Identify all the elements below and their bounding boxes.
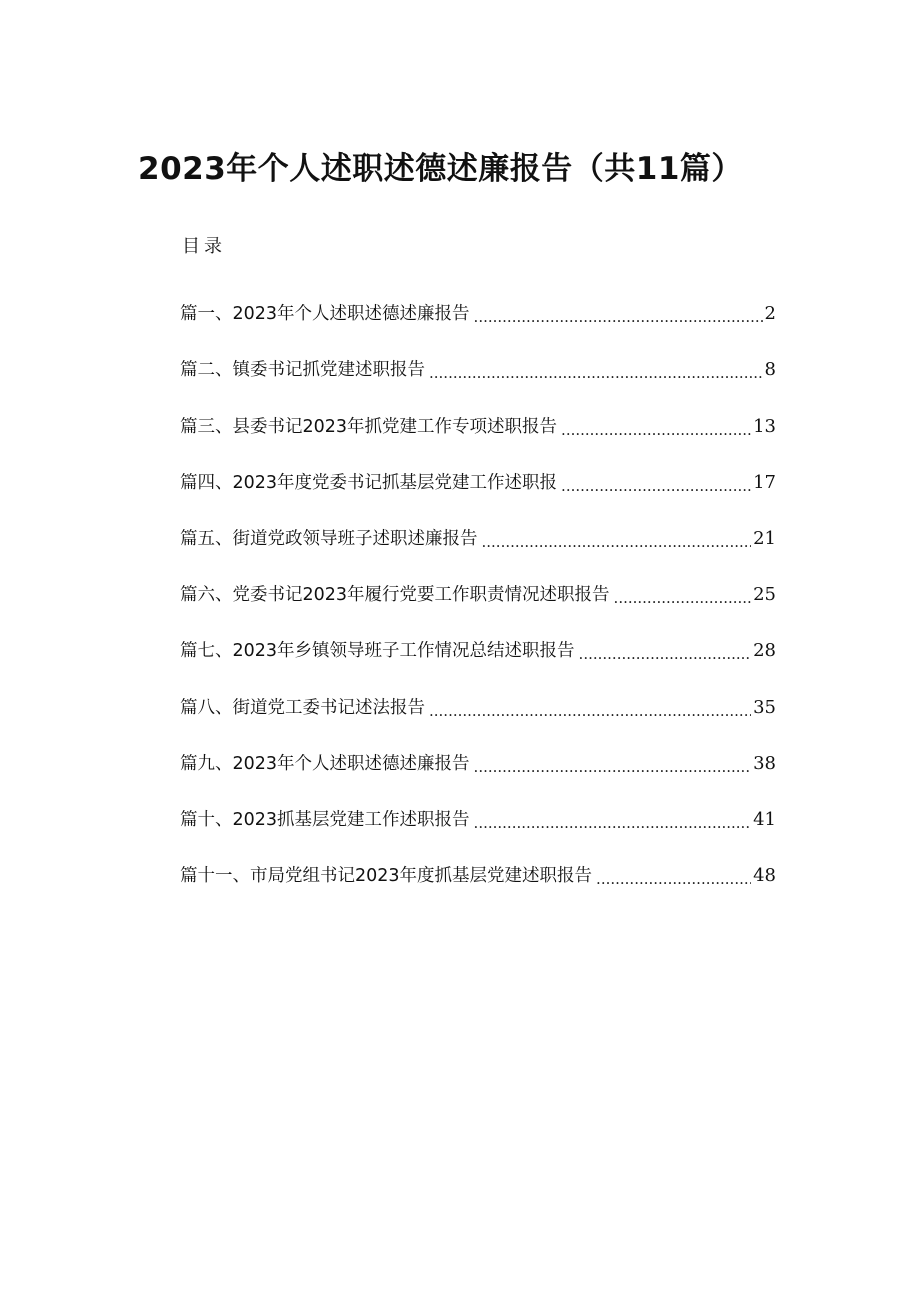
toc-leader-dots [474,306,763,328]
toc-entry-page: 21 [753,527,776,549]
toc-entry-page: 17 [753,471,776,493]
toc-heading: 目录 [182,236,226,257]
toc-entry-page: 41 [753,808,776,830]
toc-leader-dots [474,812,752,834]
toc-entry-page: 38 [753,752,776,774]
toc-entry-title: 篇七、2023年乡镇领导班子工作情况总结述职报告 [180,641,575,662]
toc-entry-5[interactable] [180,511,776,567]
toc-entry-11[interactable] [180,848,776,904]
toc-entry-title: 篇五、街道党政领导班子述职述廉报告 [180,528,478,549]
toc-entry-9[interactable] [180,736,776,792]
toc-entry-page: 8 [764,359,776,381]
toc-entry-8[interactable] [180,679,776,735]
toc-entry-4[interactable] [180,455,776,511]
toc-entry-title: 篇八、街道党工委书记述法报告 [180,697,425,718]
toc-entry-title: 篇三、县委书记2023年抓党建工作专项述职报告 [180,416,558,437]
toc-entry-page: 35 [753,696,776,718]
toc-leader-dots [579,643,752,665]
toc-leader-dots [561,475,751,497]
toc-entry-title: 篇四、2023年度党委书记抓基层党建工作述职报 [180,472,558,493]
toc-entry-title: 篇十一、市局党组书记2023年度抓基层党建述职报告 [180,866,593,887]
toc-entry-page: 28 [753,640,776,662]
toc-leader-dots [429,700,751,722]
table-of-contents [180,286,776,904]
toc-entry-title: 篇二、镇委书记抓党建述职报告 [180,360,425,381]
toc-entry-page: 13 [753,415,776,437]
toc-entry-title: 篇九、2023年个人述职述德述廉报告 [180,753,470,774]
toc-entry-7[interactable] [180,623,776,679]
toc-entry-10[interactable] [180,792,776,848]
toc-entry-page: 25 [753,584,776,606]
toc-entry-title: 篇十、2023抓基层党建工作述职报告 [180,809,470,830]
toc-leader-dots [596,868,751,890]
toc-entry-1[interactable] [180,286,776,342]
toc-leader-dots [474,756,752,778]
toc-leader-dots [429,362,763,384]
toc-entry-3[interactable] [180,398,776,454]
document-title: 2023年个人述职述德述廉报告（共11篇） [138,151,743,187]
toc-entry-title: 篇六、党委书记2023年履行党要工作职责情况述职报告 [180,585,610,606]
toc-leader-dots [614,587,752,609]
toc-leader-dots [561,419,751,441]
toc-leader-dots [482,531,752,553]
toc-entry-6[interactable] [180,567,776,623]
toc-entry-title: 篇一、2023年个人述职述德述廉报告 [180,304,470,325]
toc-entry-page: 2 [764,303,776,325]
toc-entry-2[interactable] [180,342,776,398]
toc-entry-page: 48 [753,865,776,887]
